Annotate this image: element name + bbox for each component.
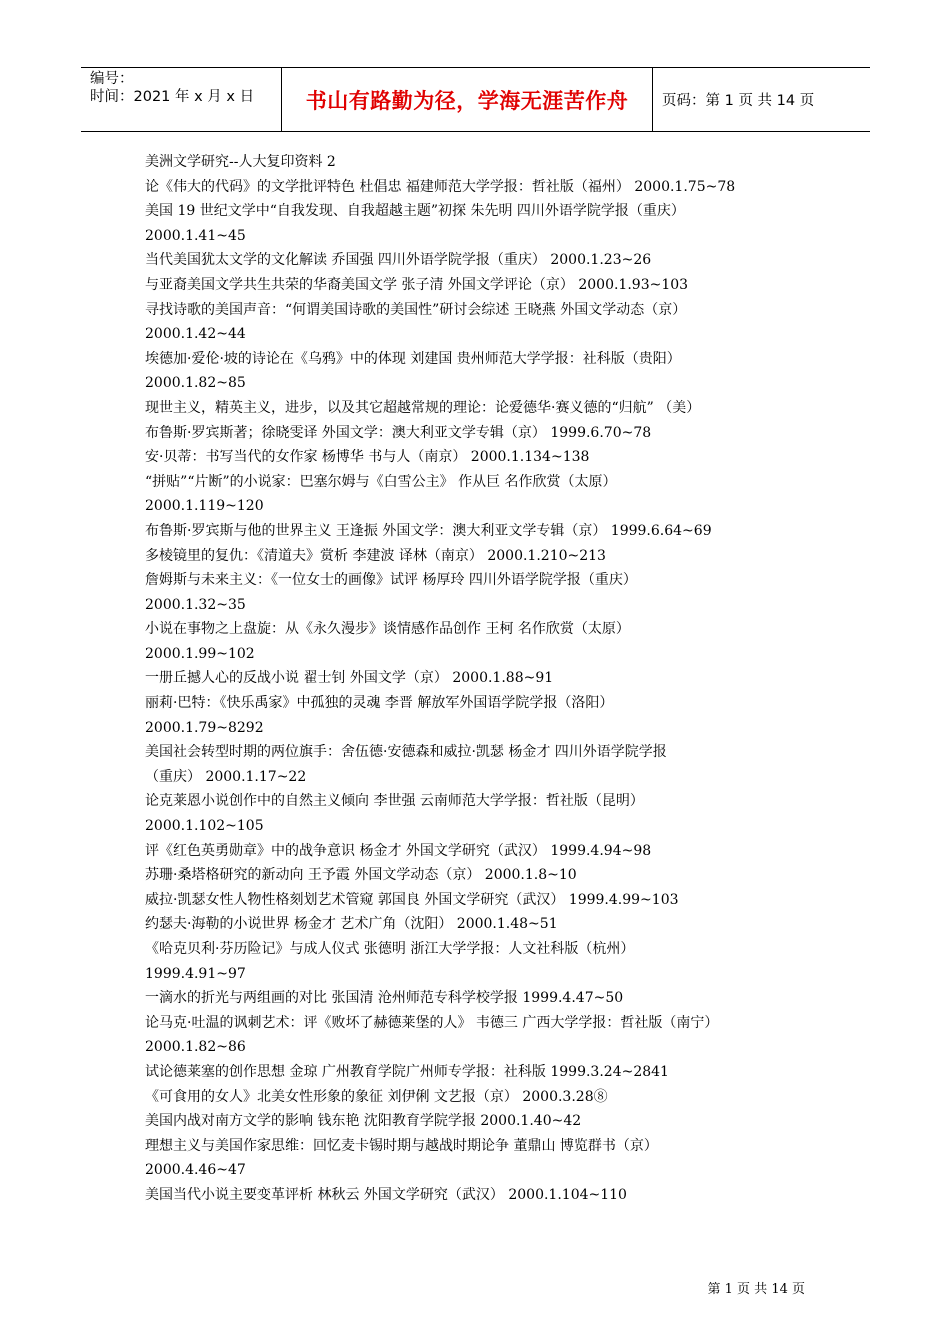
date-text: 时间：2021 年 x 月 x 日 xyxy=(90,89,255,105)
text-line: 现世主义，精英主义，进步，以及其它超越常规的理论：论爱德华·赛义德的“归航” （美） xyxy=(145,399,701,416)
text-line: 一滴水的折光与两组画的对比 张国清 沧州师范专科学校学报 1999.4.47~50 xyxy=(145,990,624,1007)
text-line: 理想主义与美国作家思维：回忆麦卡锡时期与越战时期论争 董鼎山 博览群书（京） xyxy=(145,1137,658,1154)
text-line: 2000.1.42~44 xyxy=(145,326,246,343)
text-line: 2000.4.46~47 xyxy=(145,1162,246,1179)
serial-label: 编号： xyxy=(90,71,134,87)
text-line: 一册丘撼人心的反战小说 翟士钊 外国文学（京） 2000.1.88~91 xyxy=(145,670,554,687)
text-line: 《可食用的女人》北美女性形象的象征 刘伊俐 文艺报（京） 2000.3.28⑧ xyxy=(145,1088,608,1105)
text-line: 2000.1.79~8292 xyxy=(145,719,264,736)
header-page-number: 页码：第 1 页 共 14 页 xyxy=(662,93,815,109)
text-line: 布鲁斯·罗宾斯著；徐晓雯译 外国文学：澳大利亚文学专辑（京） 1999.6.70~78 xyxy=(145,424,652,441)
text-line: 布鲁斯·罗宾斯与他的世界主义 王逢振 外国文学：澳大利亚文学专辑（京） 1999.6.64~69 xyxy=(145,522,712,539)
text-line: 美国社会转型时期的两位旗手：舍伍德·安德森和威拉·凯瑟 杨金才 四川外语学院学报 xyxy=(145,744,667,761)
text-line: 当代美国犹太文学的文化解读 乔国强 四川外语学院学报（重庆） 2000.1.23~26 xyxy=(145,252,652,269)
text-line: 2000.1.82~85 xyxy=(145,375,246,392)
text-line: 2000.1.32~35 xyxy=(145,596,246,613)
text-line: 威拉·凯瑟女性人物性格刻划艺术管窥 郭国良 外国文学研究（武汉） 1999.4.99~103 xyxy=(145,891,679,908)
text-line: 论马克·吐温的讽刺艺术：评《败坏了赫德莱堡的人》 韦德三 广西大学学报：哲社版（南宁） xyxy=(145,1014,719,1031)
text-line: 《哈克贝利·芬历险记》与成人仪式 张德明 浙江大学学报：人文社科版（杭州） xyxy=(145,941,635,957)
text-line: 论克莱恩小说创作中的自然主义倾向 李世强 云南师范大学学报：哲社版（昆明） xyxy=(145,793,644,810)
text-line: 寻找诗歌的美国声音：“何谓美国诗歌的美国性”研讨会综述 王晓燕 外国文学动态（京） xyxy=(145,301,687,318)
text-line: 安·贝蒂：书写当代的女作家 杨博华 书与人（南京） 2000.1.134~138 xyxy=(145,449,590,466)
text-line: 试论德莱塞的创作思想 金琼 广州教育学院广州师专学报：社科版 1999.3.24~2841 xyxy=(145,1063,669,1080)
text-line: 约瑟夫·海勒的小说世界 杨金才 艺术广角（沈阳） 2000.1.48~51 xyxy=(145,916,558,933)
text-line: 2000.1.41~45 xyxy=(145,227,246,244)
text-line: 苏珊·桑塔格研究的新动向 王予霞 外国文学动态（京） 2000.1.8~10 xyxy=(145,867,577,884)
text-line: 2000.1.119~120 xyxy=(145,498,264,515)
text-line: 与亚裔美国文学共生共荣的华裔美国文学 张子清 外国文学评论（京） 2000.1.93~103 xyxy=(145,276,689,293)
text-line: 2000.1.82~86 xyxy=(145,1039,246,1056)
text-line: 美洲文学研究--人大复印资料 2 xyxy=(145,154,336,170)
text-line: 美国内战对南方文学的影响 钱东艳 沈阳教育学院学报 2000.1.40~42 xyxy=(145,1113,582,1130)
page-header xyxy=(81,67,870,132)
text-line: 1999.4.91~97 xyxy=(145,965,246,982)
text-line: 多棱镜里的复仇：《清道夫》赏析 李建波 译林（南京） 2000.1.210~213 xyxy=(145,547,606,564)
text-line: 美国当代小说主要变革评析 林秋云 外国文学研究（武汉） 2000.1.104~110 xyxy=(145,1186,627,1203)
text-line: 詹姆斯与未来主义：《一位女士的画像》试评 杨厚玲 四川外语学院学报（重庆） xyxy=(145,572,637,589)
document-body xyxy=(145,150,825,1208)
page-footer: 第 1 页 共 14 页 xyxy=(707,1282,805,1297)
text-line: 评《红色英勇勋章》中的战争意识 杨金才 外国文学研究（武汉） 1999.4.94~98 xyxy=(145,842,652,859)
text-line: 美国 19 世纪文学中“自我发现、自我超越主题”初探 朱先明 四川外语学院学报（重庆） xyxy=(145,203,685,220)
text-line: 2000.1.99~102 xyxy=(145,645,255,662)
text-line: 2000.1.102~105 xyxy=(145,818,264,835)
text-line: 埃德加·爱伦·坡的诗论在《乌鸦》中的体现 刘建国 贵州师范大学学报：社科版（贵阳） xyxy=(145,350,681,367)
text-line: 小说在事物之上盘旋：从《永久漫步》谈情感作品创作 王柯 名作欣赏（太原） xyxy=(145,621,630,638)
text-line: “拼贴”“片断”的小说家：巴塞尔姆与《白雪公主》 作从巨 名作欣赏（太原） xyxy=(145,473,617,490)
header-slogan: 书山有路勤为径，学海无涯苦作舟 xyxy=(282,68,653,131)
text-line: 丽莉·巴特：《快乐禹家》中孤独的灵魂 李晋 解放军外国语学院学报（洛阳） xyxy=(145,695,614,712)
text-line: （重庆） 2000.1.17~22 xyxy=(145,768,307,785)
header-meta-cell xyxy=(81,68,282,131)
text-line: 论《伟大的代码》的文学批评特色 杜倡忠 福建师范大学学报：哲社版（福州） 2000.1.75~78 xyxy=(145,178,736,195)
